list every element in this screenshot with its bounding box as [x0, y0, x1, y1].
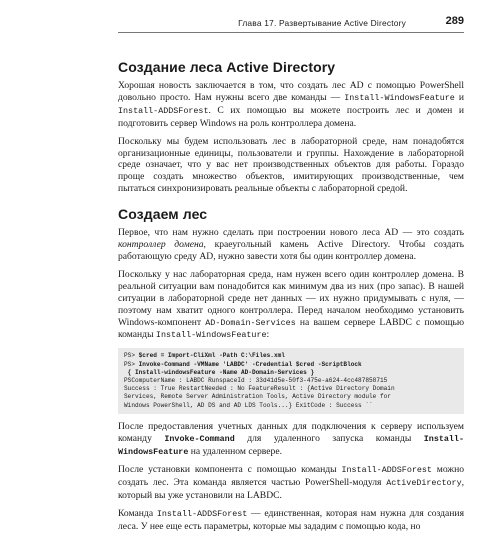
paragraph-invoke-command: После предоставления учетных данных для подключения к серверу используем команду Invoke-Command для удаленного запуска команды Install-WindowsFeature на удаленном сервере.	[118, 420, 464, 457]
inline-code: Install-ADDSForest	[156, 509, 248, 520]
paragraph-forest-command: Команда Install-ADDSForest — единственная, которая нам нужна для создания леса. У нее еще есть параметры, которые мы зададим с помощью кода, но	[118, 508, 464, 533]
running-title: Глава 17. Развертывание Active Directory	[238, 18, 406, 28]
page-header	[118, 15, 464, 33]
page-content	[118, 48, 464, 539]
italic-term: контроллер домена	[118, 239, 204, 251]
inline-code: AD-Domain-Services	[205, 317, 296, 328]
inline-code: ActiveDirectory	[386, 478, 462, 489]
paragraph-domain-controller: Первое, что нам нужно сделать при построении нового леса AD — это создать контроллер домена, краеугольный камень Active Directory. Чтобы создать работающую среду AD, нужно завести хотя бы один контроллер домена.	[118, 227, 464, 262]
paragraph-intro: Хорошая новость заключается в том, что создать лес AD с помощью PowerShell довольно просто. Нам нужны всего две команды — Install-WindowsFeature и Install-ADDSForest. С их помощью вы можете построить лес и домен и подготовить сервер Windows на роль контроллера домена.	[118, 80, 464, 129]
section-heading-create-forest: Создаем лес	[118, 206, 208, 223]
inline-code: Install-ADDSForest	[341, 465, 432, 476]
inline-code: Invoke-Command	[164, 433, 235, 444]
paragraph-install-forest: После установки компонента с помощью команды Install-ADDSForest можно создать лес. Эта команда является частью PowerShell-модуля ActiveDirectory, который вы уже установили на LABDC.	[118, 464, 464, 502]
header-rule	[118, 32, 464, 33]
inline-code: Install-WindowsFeature	[344, 92, 455, 103]
page-number: 289	[445, 15, 464, 27]
inline-code: Install-WindowsFeature	[155, 330, 267, 341]
paragraph-lab-objects: Поскольку мы будем использовать лес в лабораторной среде, нам понадобятся организационные единицы, пользователи и группы. Нахождение в лабораторной среде означает, что у вас нет производственных объектов для работы. Гораздо проще создать множество объектов, имитирующих производственные, чем пытаться синхронизировать реальные объекты с лабораторной средой.	[118, 135, 464, 195]
paragraph-one-dc: Поскольку у нас лабораторная среда, нам нужен всего один контроллер домена. В реальной ситуации вам понадобится как минимум два из них (про запас). В нашей ситуации в лабораторной среде нет данных — их нужно придумывать с нуля, — поэтому нам хватит одного контроллера. Перед началом необходимо установить Windows-компонент AD-Domain-Services на вашем сервере LABDC с помощью команды Install-WindowsFeature:	[118, 268, 464, 341]
code-listing: PS> $cred = Import-CliXml -Path C:\Files.xml PS> Invoke-Command -VMName 'LABDC' -Credential $cred -ScriptBlock { Install-windowsFeature -Name AD-Domain-Services } PSComputerName : LABDC RunspaceId : 33d41d5e-50f3-475e-a624-4cc487858715 Success : True RestartNeeded : No FeatureResult : {Active Directory Domain Services, Remote Server Administration Tools, Active Directory module for Windows PowerShell, AD DS and AD LDS Tools...} ExitCode : Success ``	[118, 348, 464, 413]
inline-code: Install-ADDSForest	[118, 105, 209, 116]
inline-code: Install-WindowsFeature	[118, 433, 464, 457]
section-heading-create-forest-ad: Создание леса Active Directory	[118, 59, 336, 75]
